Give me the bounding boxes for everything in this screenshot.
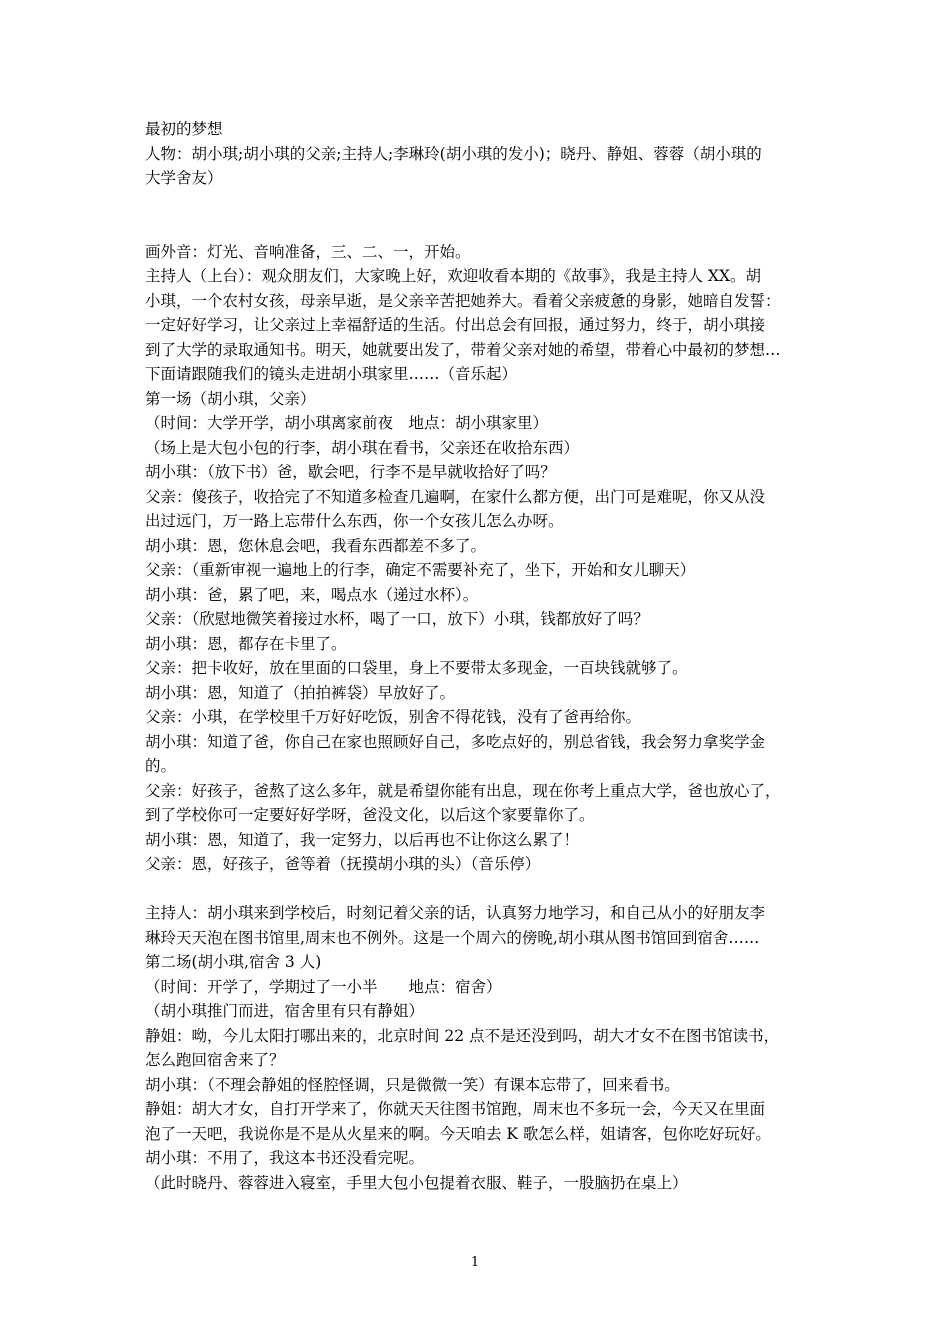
- scene-two-block: [145, 901, 813, 1195]
- script-line: 下面请跟随我们的镜头走进胡小琪家里……（音乐起）: [145, 365, 518, 383]
- script-line: 胡小琪：（不理会静姐的怪腔怪调，只是微微一笑）有课本忘带了，回来看书。: [145, 1075, 680, 1094]
- document-body: [145, 117, 813, 1195]
- scene-heading: 第二场(胡小琪,宿舍 3 人): [145, 953, 322, 971]
- document-title: 最初的梦想: [145, 120, 223, 138]
- page-number: 1: [470, 1255, 480, 1270]
- script-line: 一定好好学习，让父亲过上幸福舒适的生活。付出总会有回报，通过努力，终于，胡小琪接: [145, 316, 766, 334]
- characters-line-1: 人物：胡小琪;胡小琪的父亲;主持人;李琳玲(胡小琪的发小)；晓丹、静姐、蓉蓉（胡小琪的: [145, 144, 762, 163]
- script-line: 胡小琪：爸，累了吧，来，喝点水（递过水杯）。: [145, 585, 479, 604]
- script-line: 父亲：好孩子，爸熬了这么多年，就是希望你能有出息，现在你考上重点大学，爸也放心了，: [145, 781, 781, 800]
- blank-spacer: [145, 877, 813, 902]
- script-line: 父亲：把卡收好，放在里面的口袋里，身上不要带太多现金，一百块钱就够了。: [145, 659, 688, 677]
- script-line: （场上是大包小包的行李，胡小琪在看书，父亲还在收拾东西）: [145, 438, 580, 457]
- script-line: 主持人：胡小琪来到学校后，时刻记着父亲的话，认真努力地学习，和自己从小的好朋友李: [145, 904, 766, 922]
- script-line: 出过远门，万一路上忘带什么东西，你一个女孩儿怎么办呀。: [145, 512, 564, 530]
- script-line: （此时晓丹、蓉蓉进入寝室，手里大包小包提着衣服、鞋子，一股脑扔在桌上）: [145, 1173, 688, 1192]
- script-line: 父亲：恩，好孩子，爸等着（抚摸胡小琪的头）（音乐停）: [145, 855, 541, 873]
- script-line: 胡小琪：（放下书）爸，歇会吧，行李不是早就收拾好了吗？: [145, 463, 556, 481]
- scene-one-block: [145, 240, 813, 877]
- script-line: 父亲：（欣慰地微笑着接过水杯，喝了一口，放下）小琪，钱都放好了吗？: [145, 610, 649, 628]
- scene-heading: 第一场（胡小琪，父亲）: [145, 389, 316, 408]
- script-line: 小琪，一个农村女孩，母亲早逝，是父亲辛苦把她养大。看着父亲疲惫的身影，她暗自发誓：: [145, 291, 781, 310]
- script-line: 怎么跑回宿舍来了？: [145, 1051, 285, 1069]
- script-line: 父亲：傻孩子，收拾完了不知道多检查几遍啊，在家什么都方便，出门可是难呢，你又从没: [145, 487, 766, 506]
- blank-spacer: [145, 191, 813, 240]
- script-line: 琳玲天天泡在图书馆里,周末也不例外。这是一个周六的傍晚,胡小琪从图书馆回到宿舍……: [145, 928, 760, 947]
- characters-line-2: 大学舍友）: [145, 169, 223, 187]
- script-line: 胡小琪：恩，您休息会吧，我看东西都差不多了。: [145, 536, 487, 555]
- script-line: 胡小琪：知道了爸，你自己在家也照顾好自己，多吃点好的，别总省钱，我会努力拿奖学金: [145, 732, 766, 751]
- script-line: 胡小琪：恩，知道了，我一定努力，以后再也不让你这么累了！: [145, 830, 580, 849]
- script-line: 父亲：（重新审视一遍地上的行李，确定不需要补充了，坐下，开始和女儿聊天）: [145, 561, 696, 579]
- script-line: （胡小琪推门而进，宿舍里有只有静姐）: [145, 1002, 425, 1020]
- script-line: 静姐：呦，今儿太阳打哪出来的，北京时间 22 点不是还没到吗，胡大才女不在图书馆读书，: [145, 1026, 780, 1045]
- script-line: （时间：开学了，学期过了一小半 地点：宿舍）: [145, 977, 502, 996]
- script-line: 到了学校你可一定要好好学呀，爸没文化，以后这个家要靠你了。: [145, 806, 595, 824]
- script-line: 到了大学的录取通知书。明天，她就要出发了，带着父亲对她的希望，带着心中最初的梦想…: [145, 340, 781, 359]
- script-line: 的。: [145, 757, 177, 775]
- script-line: （时间：大学开学，胡小琪离家前夜 地点：胡小琪家里）: [145, 414, 549, 432]
- script-line: 父亲：小琪，在学校里千万好好吃饭，别舍不得花钱，没有了爸再给你。: [145, 708, 642, 726]
- script-line: 胡小琪：不用了，我这本书还没看完呢。: [145, 1149, 425, 1167]
- script-line: 胡小琪：恩，知道了（拍拍裤袋）早放好了。: [145, 683, 456, 702]
- script-line: 泡了一天吧，我说你是不是从火星来的啊。今天咱去 K 歌怎么样，姐请客，包你吃好玩好。: [145, 1124, 771, 1143]
- script-line: 静姐：胡大才女，自打开学来了，你就天天往图书馆跑，周末也不多玩一会，今天又在里面: [145, 1100, 766, 1118]
- script-line: 胡小琪：恩，都存在卡里了。: [145, 634, 347, 653]
- script-line: 主持人（上台）：观众朋友们，大家晚上好，欢迎收看本期的《故事》，我是主持人 XX。胡: [145, 267, 761, 285]
- script-line: 画外音：灯光、音响准备，三、二、一，开始。: [145, 242, 471, 261]
